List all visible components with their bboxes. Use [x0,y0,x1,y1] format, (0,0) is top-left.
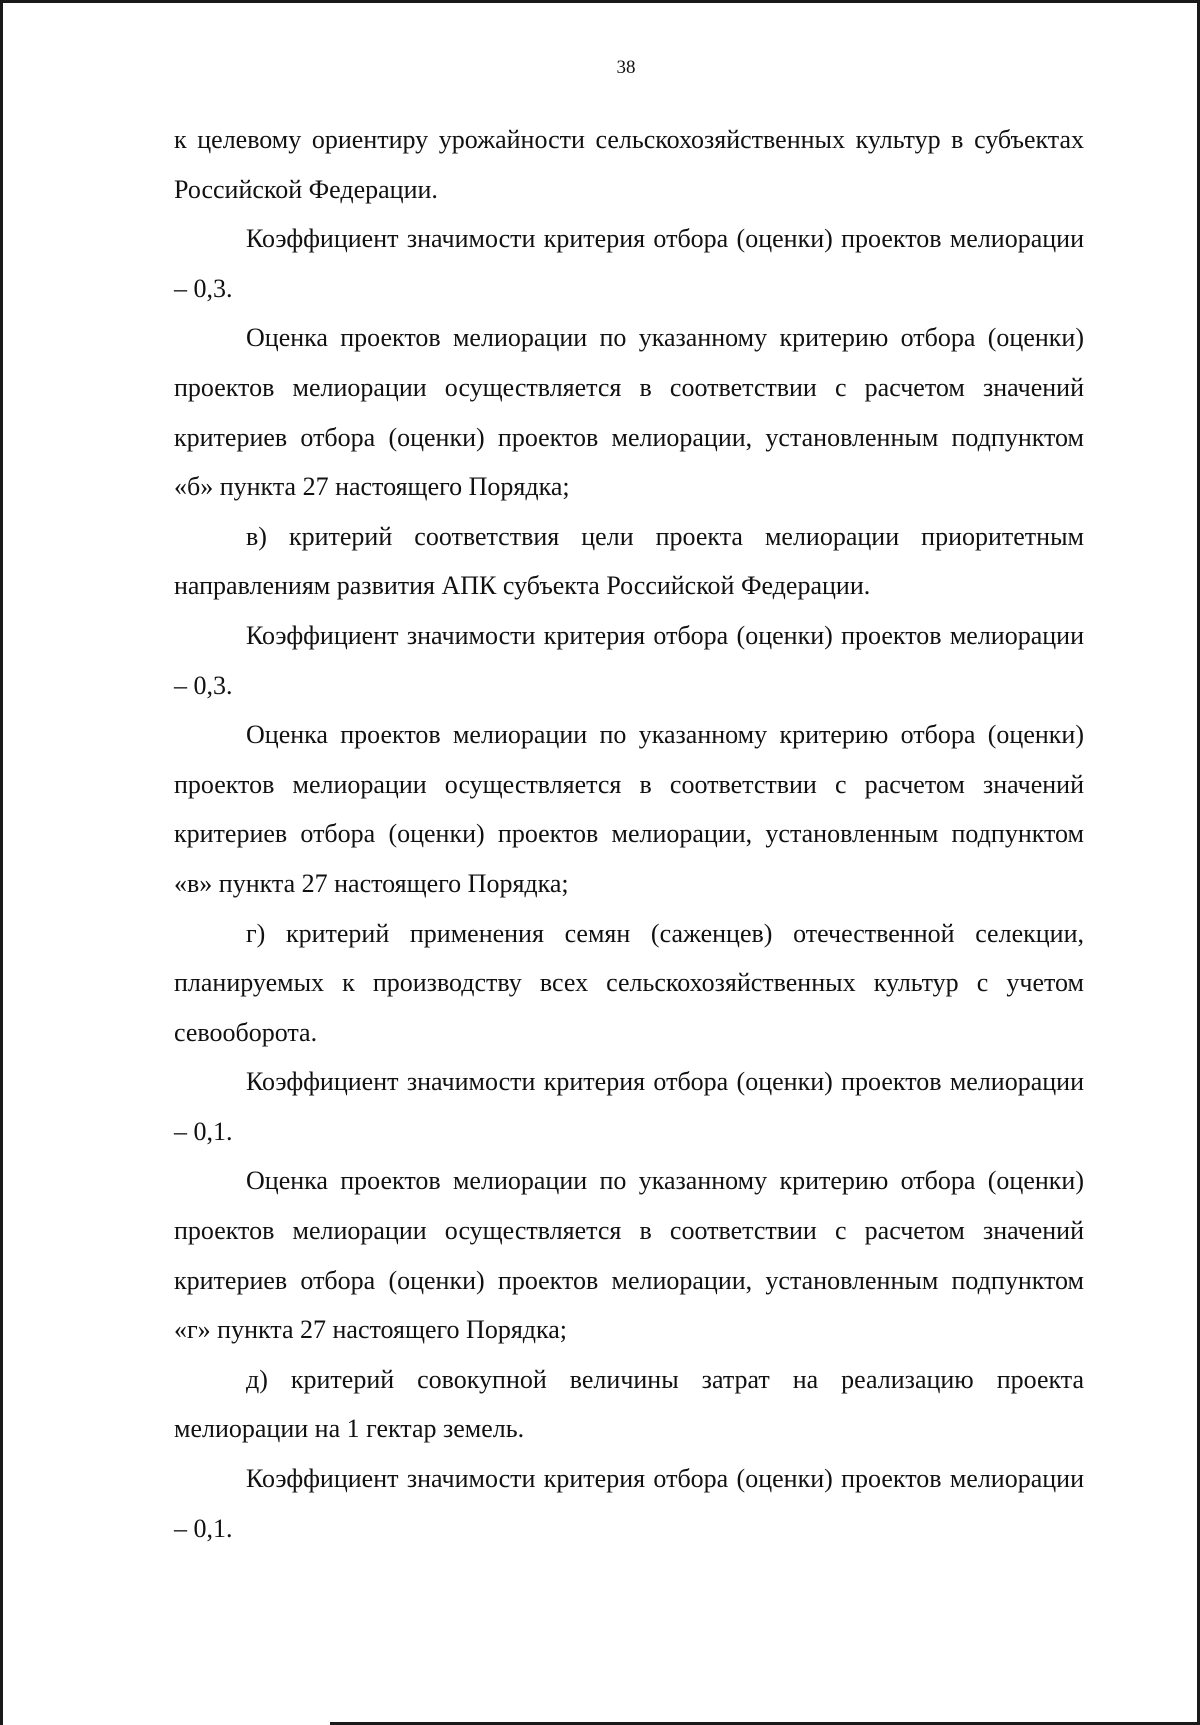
page-number: 38 [616,57,636,78]
paragraph-coefficient: Коэффициент значимости критерия отбора (оценки) проектов мелиорации – 0,1. [174,1464,1084,1543]
paragraph-criterion-g: г) критерий применения семян (саженцев) отечественной селекции, планируемых к производству всех сельскохозяйственных культур с учетом севооборота. [174,918,1084,1047]
document-body [174,115,1084,1553]
paragraph-criterion-d: д) критерий совокупной величины затрат на реализацию проекта мелиорации на 1 гектар земель. [174,1364,1084,1444]
paragraph-criterion-v: в) критерий соответствия цели проекта мелиорации приоритетным направлениям развития АПК субъекта Российской Федерации. [174,521,1084,601]
paragraph-evaluation: Оценка проектов мелиорации по указанному критерию отбора (оценки) проектов мелиорации осуществляется в соответствии с расчетом значений критериев отбора (оценки) проектов мелиорации, установленным подпунктом «б» пункта 27 настоящего Порядка; [174,323,1084,502]
paragraph-continuation: к целевому ориентиру урожайности сельскохозяйственных культур в субъектах Российской Федерации. [174,125,1084,204]
paragraph-coefficient: Коэффициент значимости критерия отбора (оценки) проектов мелиорации – 0,3. [174,620,1084,700]
paragraph-coefficient: Коэффициент значимости критерия отбора (оценки) проектов мелиорации – 0,1. [174,1067,1084,1146]
scan-border-left [0,0,3,1725]
paragraph-evaluation: Оценка проектов мелиорации по указанному критерию отбора (оценки) проектов мелиорации осуществляется в соответствии с расчетом значений критериев отбора (оценки) проектов мелиорации, установленным подпунктом «г» пункта 27 настоящего Порядка; [174,1166,1084,1345]
paragraph-coefficient: Коэффициент значимости критерия отбора (оценки) проектов мелиорации – 0,3. [174,224,1084,303]
paragraph-evaluation: Оценка проектов мелиорации по указанному критерию отбора (оценки) проектов мелиорации осуществляется в соответствии с расчетом значений критериев отбора (оценки) проектов мелиорации, установленным подпунктом «в» пункта 27 настоящего Порядка; [174,720,1084,898]
scan-border-top [0,0,1200,3]
